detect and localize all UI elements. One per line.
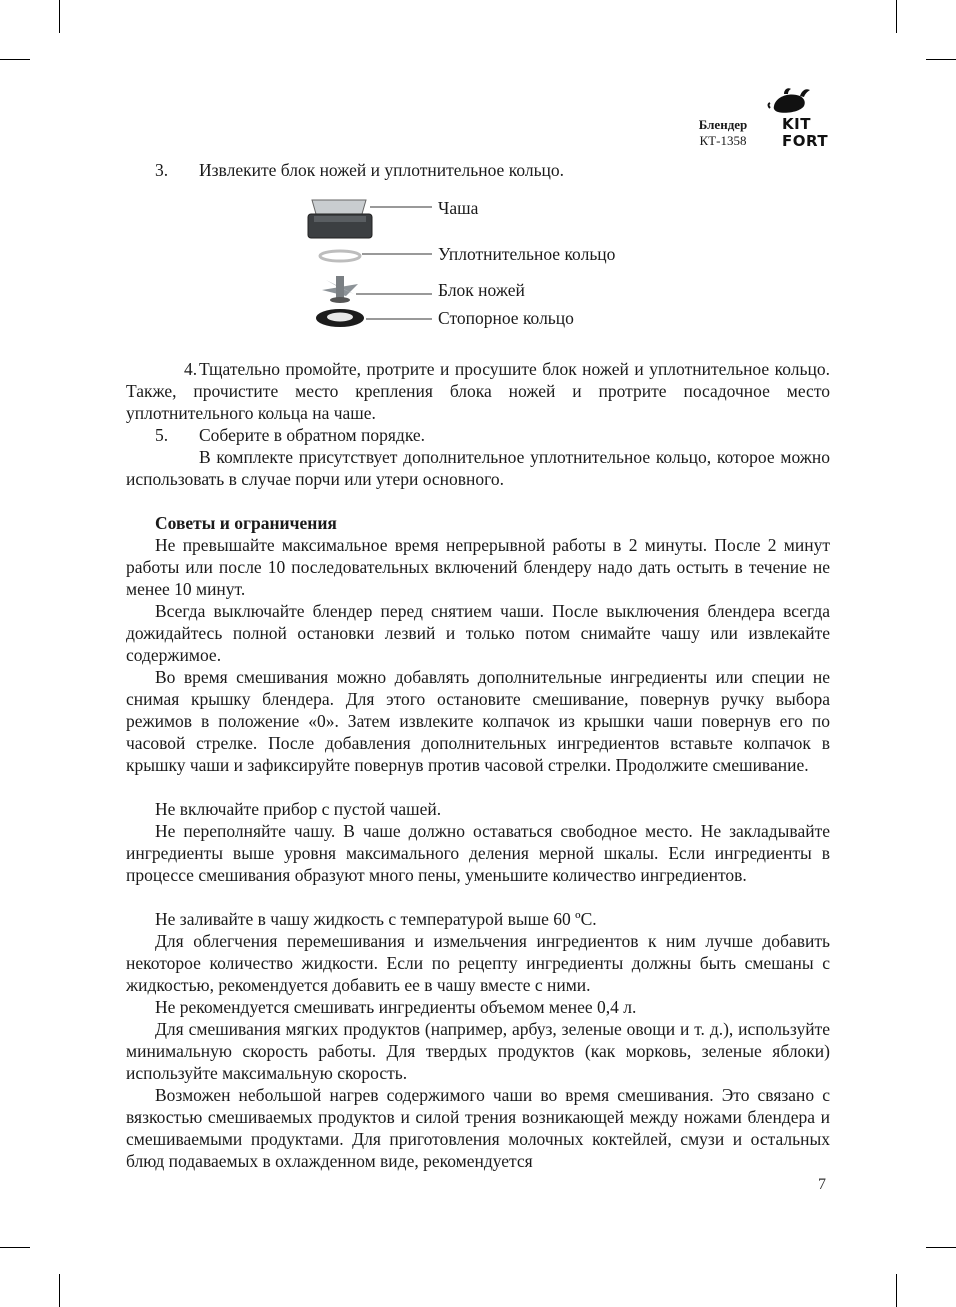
step-text: Извлеките блок ножей и уплотнительное кольцо.: [199, 160, 565, 180]
step-number: 4.: [184, 359, 198, 379]
tip-paragraph: Не рекомендуется смешивать ингредиенты объемом менее 0,4 л.: [155, 997, 637, 1017]
crop-mark: [59, 1274, 60, 1307]
locking-ring-image: [316, 309, 364, 327]
extra-ring-note: В комплекте присутствует дополнительное уплотнительное кольцо, которое можно использовать в случае порчи или утери основного.: [126, 447, 830, 489]
brand-logo-text: [782, 116, 828, 150]
page-number: 7: [818, 1176, 826, 1193]
blade-unit-image: [322, 276, 358, 303]
crop-mark: [926, 1247, 956, 1248]
step-number: 5.: [155, 425, 169, 445]
label-jar: Чаша: [438, 198, 479, 218]
step-5: [155, 424, 425, 446]
product-model: КТ-1358: [699, 133, 747, 148]
tip-paragraph: Не включайте прибор с пустой чашей.: [155, 799, 442, 819]
step-number: 3.: [155, 160, 169, 180]
step-text: Тщательно промойте, протрите и просушите блок ножей и уплотнительное кольцо. Также, прочистите место крепления блока ножей и протрите посадочное место уплотнительного кольца на чаше.: [126, 359, 830, 423]
step-3: [155, 159, 564, 181]
brand-line-2: FORT: [782, 132, 829, 150]
jar-image: [308, 200, 372, 238]
tip-paragraph: Не превышайте максимальное время непрерывной работы в 2 минуты. После 2 минут работы или после 10 последовательных включений блендеру надо дать остыть в течение не менее 10 минут.: [126, 535, 830, 599]
step-text: Соберите в обратном порядке.: [199, 425, 426, 445]
brand-line-1: KIT: [782, 115, 811, 133]
tip-paragraph: Не заливайте в чашу жидкость с температурой выше 60 ºС.: [155, 909, 597, 929]
tip-paragraph: Во время смешивания можно добавлять дополнительные ингредиенты или специи не снимая крышку блендера. Для этого остановите смешивание, повернув ручку выбора режимов в положение «0». Затем извлеките колпачок из крышки чаши повернув его по часовой стрелке. После добавления дополнительных ингредиентов вставьте колпачок в крышку чаши и зафиксируйте повернув против часовой стрелки. Продолжите смешивание.: [126, 667, 830, 775]
crop-mark: [0, 1247, 30, 1248]
step-4: [126, 358, 830, 424]
tip-paragraph: Всегда выключайте блендер перед снятием чаши. После выключения блендера всегда дожидайтесь полной остановки лезвий и только потом снимайте чашу или извлекайте содержимое.: [126, 601, 830, 665]
blade-assembly-diagram: [300, 192, 660, 342]
tip-paragraph: Для смешивания мягких продуктов (например, арбуз, зеленые овощи и т. д.), используйте минимальную скорость работы. Для твердых продуктов (как морковь, зеленые яблоки) используйте максимальную скорость.: [126, 1019, 830, 1083]
crop-mark: [896, 1274, 897, 1307]
crop-mark: [0, 59, 30, 60]
header-product: [690, 117, 756, 149]
tip-paragraph: Возможен небольшой нагрев содержимого чаши во время смешивания. Это связано с вязкостью смешиваемых продуктов и силой трения возникающей между ножами блендера и смешиваемыми продуктами. Для приготовления молочных коктейлей, смузи и остальных блюд подаваемых в охлажденном виде, рекомендуется: [126, 1085, 830, 1171]
label-locking-ring: Стопорное кольцо: [438, 308, 574, 328]
crop-mark: [896, 0, 897, 33]
product-name: Блендер: [698, 117, 748, 132]
section-heading: Советы и ограничения: [155, 513, 337, 533]
label-sealing-ring: Уплотнительное кольцо: [438, 244, 616, 264]
crop-mark: [926, 59, 956, 60]
label-blade-unit: Блок ножей: [438, 280, 525, 300]
crop-mark: [59, 0, 60, 33]
sealing-ring-image: [320, 251, 360, 261]
tip-paragraph: Для облегчения перемешивания и измельчения ингредиентов к ним лучше добавить некоторое количество жидкости. Если по рецепту ингредиенты должны быть смешаны с жидкостью, рекомендуется добавить ее в чашу вместе с ними.: [126, 931, 830, 995]
tip-paragraph: Не переполняйте чашу. В чаше должно оставаться свободное место. Не закладывайте ингредиенты выше уровня максимального деления мерной шкалы. Если ингредиенты в процессе смешивания образуют много пены, уменьшите количество ингредиентов.: [126, 821, 830, 885]
